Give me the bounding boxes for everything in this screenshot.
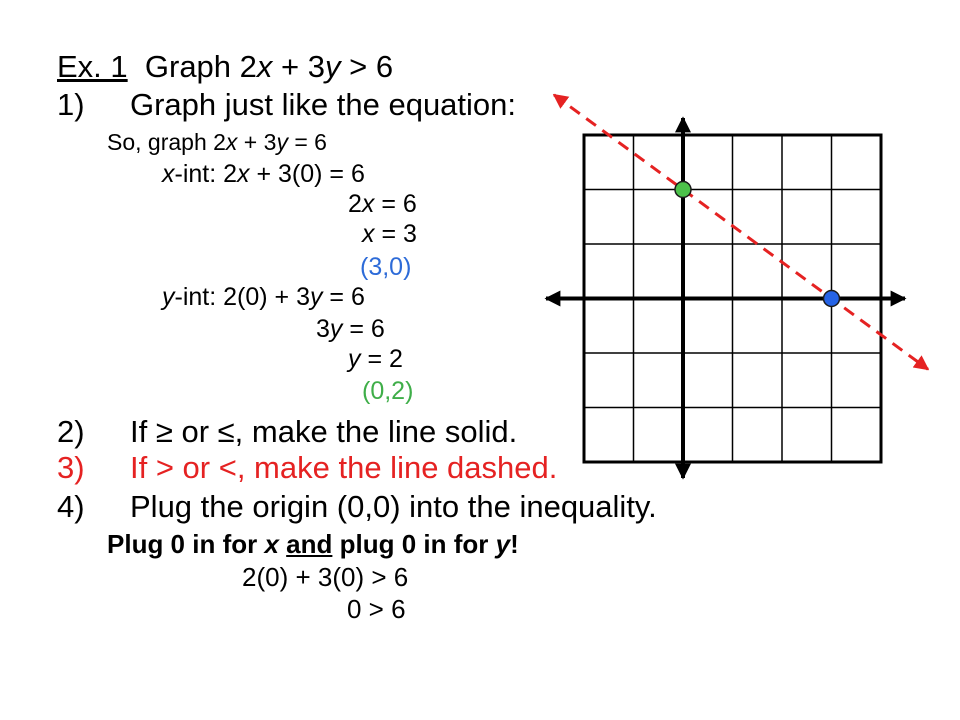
x-intercept-point-label: (3,0) (360, 253, 412, 281)
y-intercept-setup (162, 283, 365, 312)
example-label: Ex. 1 (57, 49, 128, 84)
x-intercept-setup (162, 160, 365, 189)
substitution: 2(0) + 3(0) > 6 (242, 562, 409, 592)
substitution-result: 0 > 6 (347, 594, 406, 624)
y-intercept-simplify (316, 315, 385, 344)
x-intercept-point (824, 291, 840, 307)
variable-y: y (309, 283, 323, 311)
step-3-number: 3) (57, 450, 85, 485)
step-2-number: 2) (57, 414, 85, 449)
equation-text: = 6 (322, 283, 365, 311)
step-4-text: Plug the origin (0,0) into the inequality. (130, 489, 657, 524)
instruction-text: plug 0 in for (332, 529, 496, 559)
variable-y: y (276, 129, 288, 155)
slide-title (57, 49, 393, 85)
x-intercept-solve (362, 220, 417, 249)
step-3-text: If > or <, make the line dashed. (130, 450, 558, 485)
variable-x: x (361, 190, 375, 218)
variable-x: x (162, 160, 175, 188)
equation-text: + 3 (237, 129, 277, 155)
equation-text: = 6 (342, 315, 385, 343)
title-variable-x: x (256, 49, 273, 84)
step-4-number: 4) (57, 489, 85, 524)
equation-text: + 3(0) = 6 (249, 160, 365, 188)
title-text: Graph 2 (127, 49, 257, 84)
title-text: > 6 (340, 49, 394, 84)
step-1-text: Graph just like the equation: (130, 87, 517, 122)
variable-x: x (237, 160, 250, 188)
equation-text: -int: 2(0) + 3 (174, 283, 310, 311)
title-text: + 3 (272, 49, 325, 84)
variable-x: x (264, 529, 279, 559)
equation-text: 2 (348, 190, 362, 218)
equation-text: = 2 (360, 345, 403, 373)
x-intercept-simplify (348, 190, 417, 219)
variable-x: x (362, 220, 375, 248)
variable-y: y (162, 283, 175, 311)
equation-text: = 6 (374, 190, 417, 218)
y-intercept-point (675, 182, 691, 198)
plug-in-instruction (107, 530, 519, 560)
instruction-and: and (286, 529, 333, 559)
instruction-text: ! (510, 529, 519, 559)
title-variable-y: y (324, 49, 341, 84)
variable-x: x (225, 129, 238, 155)
equation-text: = 6 (287, 129, 327, 155)
equation-text: = 3 (374, 220, 417, 248)
restate-equation (107, 129, 327, 155)
variable-y: y (348, 345, 361, 373)
instruction-text: Plug 0 in for (107, 529, 265, 559)
equation-text: 3 (316, 315, 330, 343)
variable-y: y (329, 315, 343, 343)
y-intercept-solve (348, 345, 403, 374)
equation-text: So, graph 2 (107, 129, 226, 155)
step-2-text: If ≥ or ≤, make the line solid. (130, 414, 518, 449)
y-intercept-point-label: (0,2) (362, 377, 414, 405)
variable-y: y (495, 529, 511, 559)
equation-text: -int: 2 (174, 160, 238, 188)
step-1-number: 1) (57, 87, 85, 122)
